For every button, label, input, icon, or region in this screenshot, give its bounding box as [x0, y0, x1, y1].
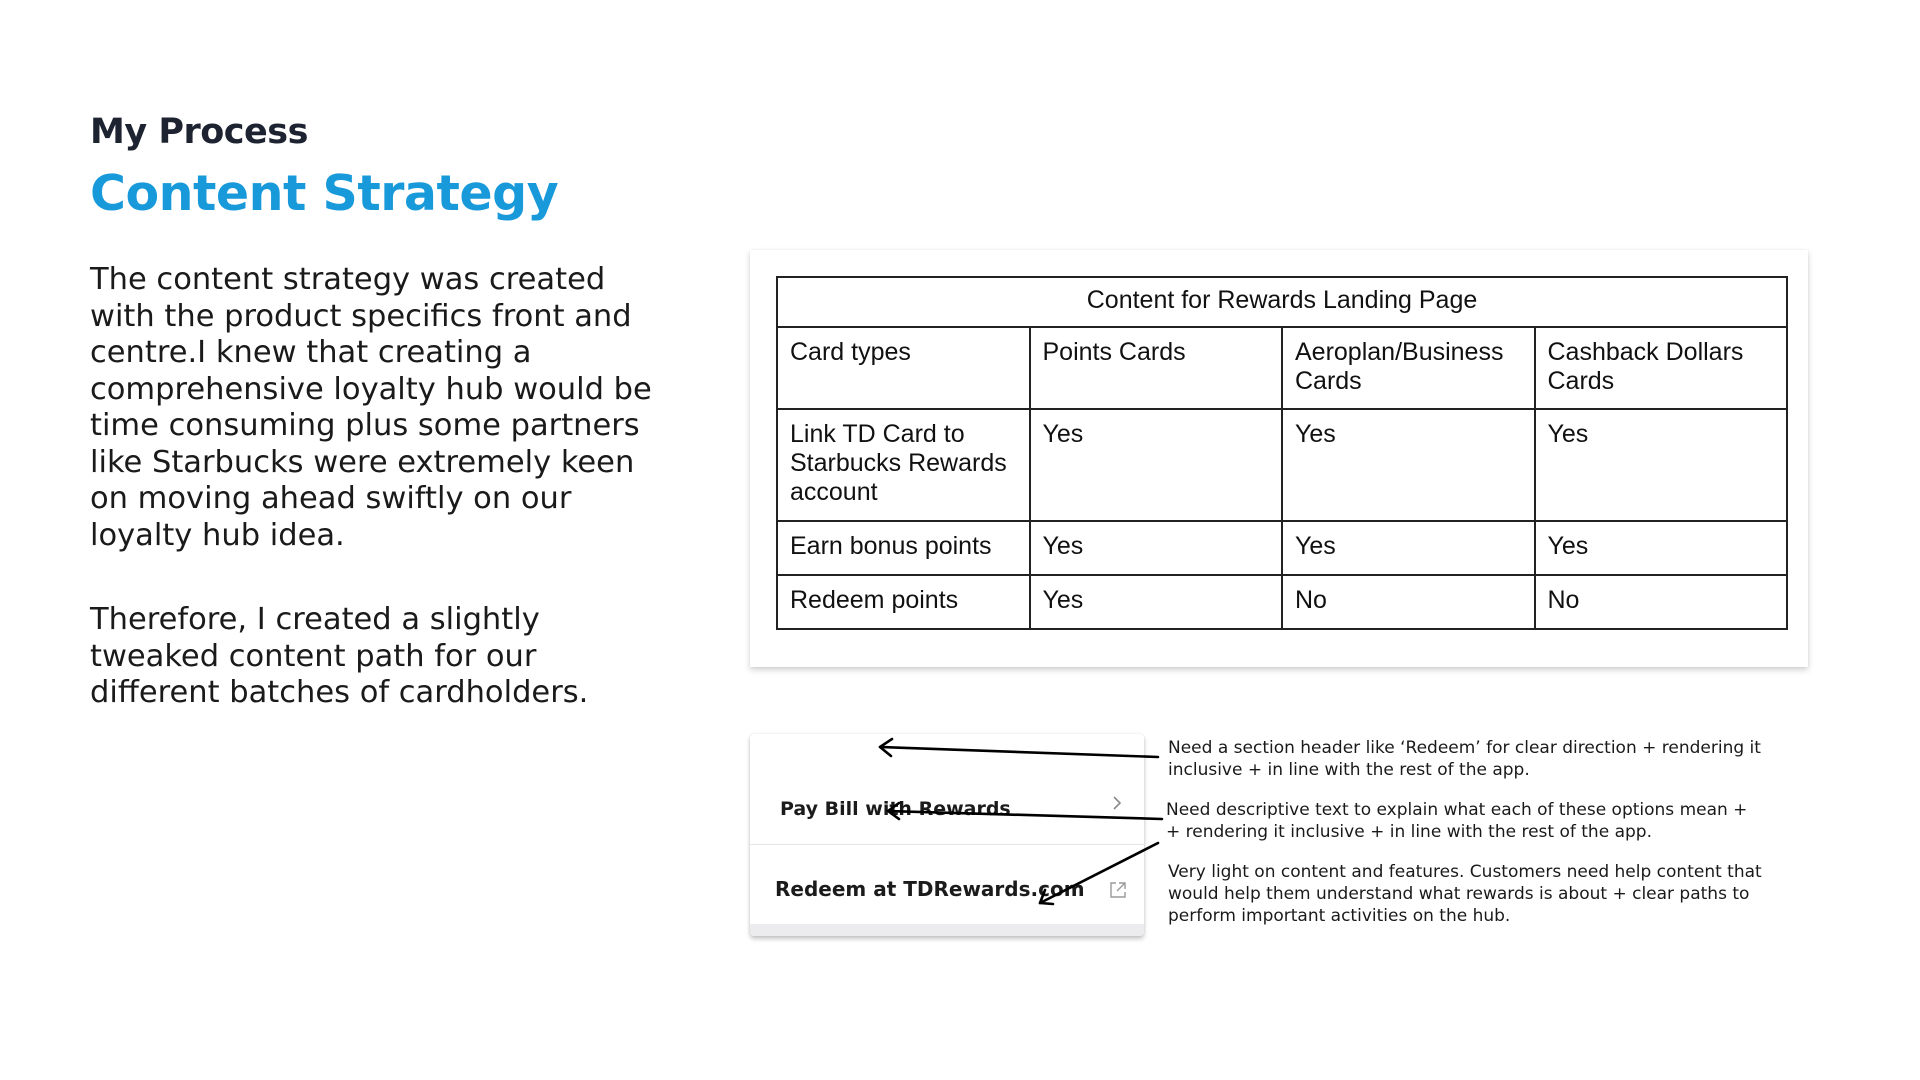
table-row — [777, 521, 1787, 575]
table-header-cell: Card types — [777, 327, 1030, 409]
table-cell: Earn bonus points — [777, 521, 1030, 575]
external-link-icon — [1108, 880, 1128, 900]
table-cell: Yes — [1535, 521, 1788, 575]
intro-paragraph: Therefore, I created a slightly tweaked content path for our different batches of cardholders. — [90, 602, 589, 710]
menu-item-label: Pay Bill with Rewards — [780, 798, 1011, 820]
app-screenshot-snippet — [750, 734, 1144, 936]
content-table-card — [750, 250, 1808, 667]
table-cell: No — [1282, 575, 1535, 629]
redeem-at-tdrewards-item[interactable] — [750, 854, 1144, 924]
card-footer-strip — [750, 924, 1144, 936]
section-eyebrow: My Process — [90, 112, 308, 152]
content-table — [776, 276, 1788, 630]
table-cell: Yes — [1282, 409, 1535, 521]
table-caption: Content for Rewards Landing Page — [777, 277, 1787, 327]
annotation-note: Need a section header like ‘Redeem’ for clear direction + rendering it inclusive + in line with the rest of the app. — [1168, 738, 1761, 780]
chevron-right-icon — [1110, 794, 1124, 812]
table-cell: Yes — [1030, 521, 1283, 575]
table-cell: Redeem points — [777, 575, 1030, 629]
intro-text — [90, 262, 660, 760]
table-header-cell: Cashback Dollars Cards — [1535, 327, 1788, 409]
page-title: Content Strategy — [90, 165, 559, 222]
table-row — [777, 575, 1787, 629]
annotation-note: Very light on content and features. Customers need help content that would help them understand what rewards is about + clear paths to perform important activities on the hub. — [1168, 862, 1762, 926]
table-row — [777, 409, 1787, 521]
table-header-row — [777, 327, 1787, 409]
intro-paragraph: The content strategy was created with the product specifics front and centre.I knew that creating a comprehensive loyalty hub would be time consuming plus some partners like Starbucks were extremely keen on moving ahead swiftly on our loyalty hub idea. — [90, 262, 652, 553]
table-cell: Yes — [1282, 521, 1535, 575]
menu-item-label: Redeem at TDRewards.com — [775, 877, 1085, 901]
table-header-cell: Aeroplan/Business Cards — [1282, 327, 1535, 409]
annotation-note: Need descriptive text to explain what each of these options mean + + rendering it inclusive + in line with the rest of the app. — [1166, 800, 1748, 842]
table-caption-row — [777, 277, 1787, 327]
table-cell: Link TD Card to Starbucks Rewards account — [777, 409, 1030, 521]
table-cell: Yes — [1030, 409, 1283, 521]
table-cell: No — [1535, 575, 1788, 629]
table-cell: Yes — [1030, 575, 1283, 629]
table-cell: Yes — [1535, 409, 1788, 521]
pay-bill-with-rewards-item[interactable] — [750, 774, 1144, 845]
table-header-cell: Points Cards — [1030, 327, 1283, 409]
